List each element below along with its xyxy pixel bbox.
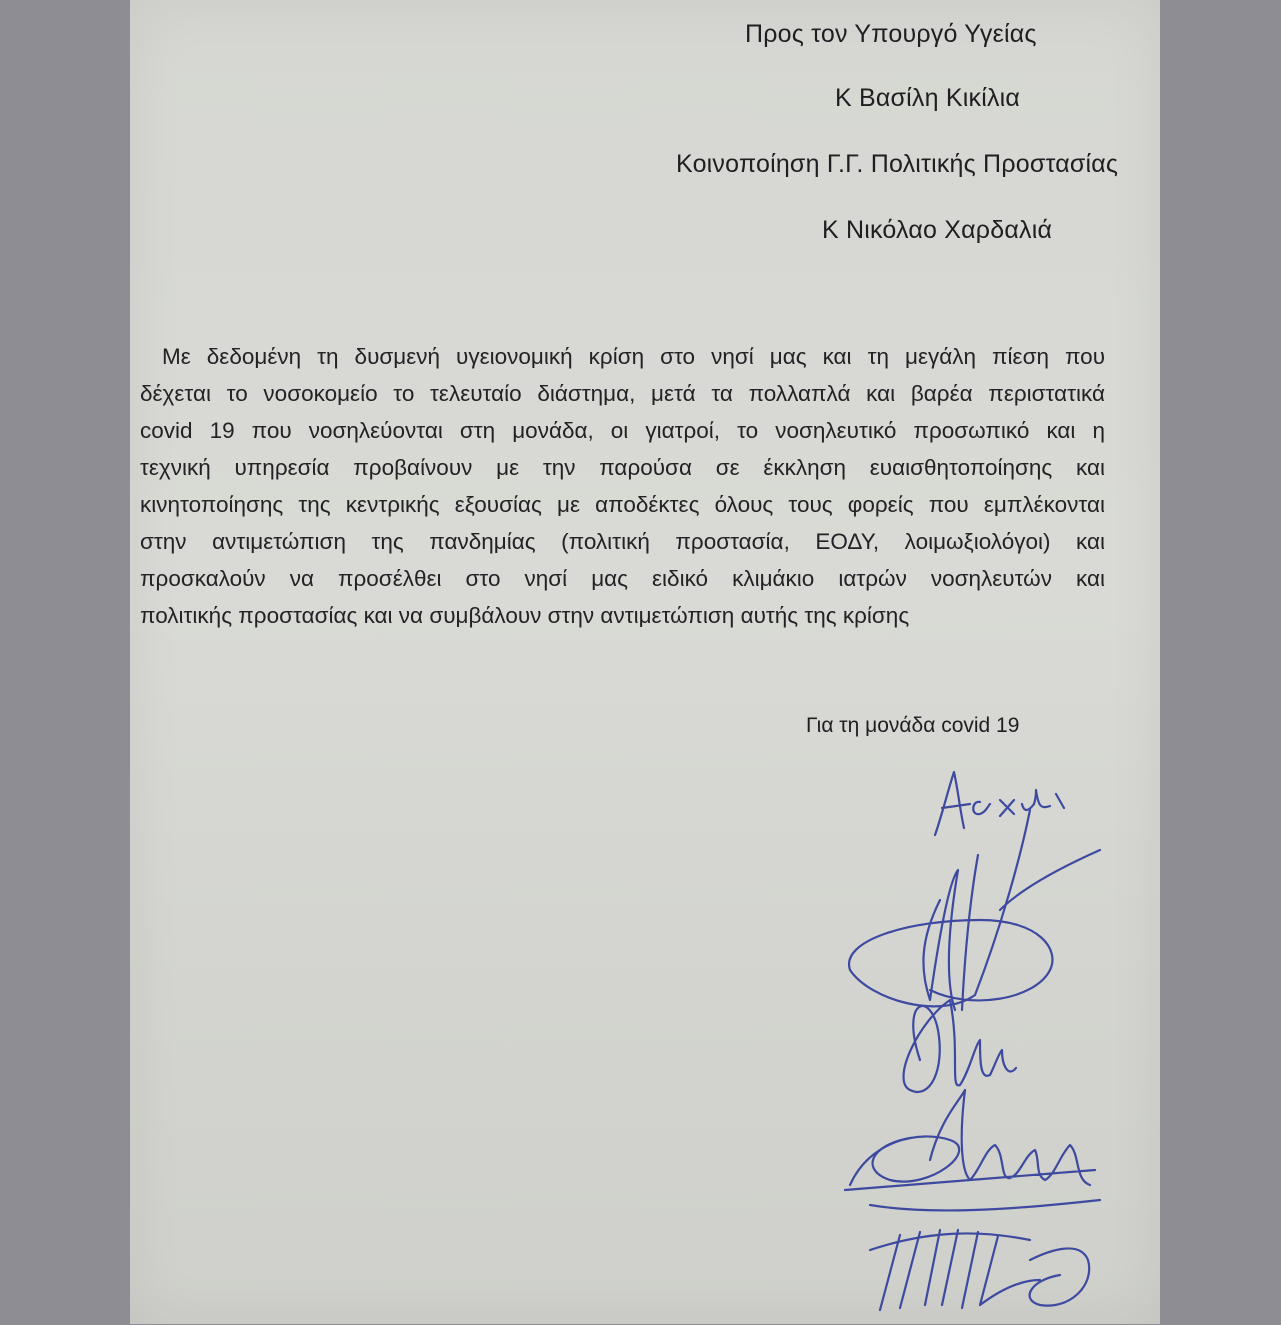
recipient-name: Κ Βασίλη Κικίλια [835, 84, 1021, 112]
signatures-drawing [830, 760, 1130, 1320]
letter-body [140, 338, 1105, 634]
body-line: κινητοποίησης της κεντρικής εξουσίας με αποδέκτες όλους τους φορείς που εμπλέκονται [140, 492, 1105, 517]
body-line: δέχεται το νοσοκομείο το τελευταίο διάστημα, μετά τα πολλαπλά και βαρέα περιστατικά [140, 381, 1105, 406]
handwritten-signatures [830, 760, 1130, 1320]
body-line: Με δεδομένη τη δυσμενή υγειονομική κρίση στο νησί μας και τη μεγάλη πίεση που [162, 344, 1105, 369]
cc-name: Κ Νικόλαο Χαρδαλιά [822, 216, 1053, 244]
body-line: προσκαλούν να προσέλθει στο νησί μας ειδικό κλιμάκιο ιατρών νοσηλευτών και [140, 566, 1105, 591]
recipient-to-line: Προς τον Υπουργό Υγείας [745, 20, 1037, 48]
body-line: στην αντιμετώπιση της πανδημίας (πολιτική προστασία, ΕΟΔΥ, λοιμωξιολόγοι) και [140, 529, 1105, 554]
signature-for-line: Για τη μονάδα covid 19 [806, 714, 1020, 737]
cc-line: Κοινοποίηση Γ.Γ. Πολιτικής Προστασίας [676, 150, 1119, 178]
body-line: covid 19 που νοσηλεύονται στη μονάδα, οι γιατροί, το νοσηλευτικό προσωπικό και η [140, 418, 1105, 443]
body-line: τεχνική υπηρεσία προβαίνουν με την παρούσα σε έκκληση ευαισθητοποίησης και [140, 455, 1105, 480]
body-line: πολιτικής προστασίας και να συμβάλουν στην αντιμετώπιση αυτής της κρίσης [140, 603, 910, 628]
